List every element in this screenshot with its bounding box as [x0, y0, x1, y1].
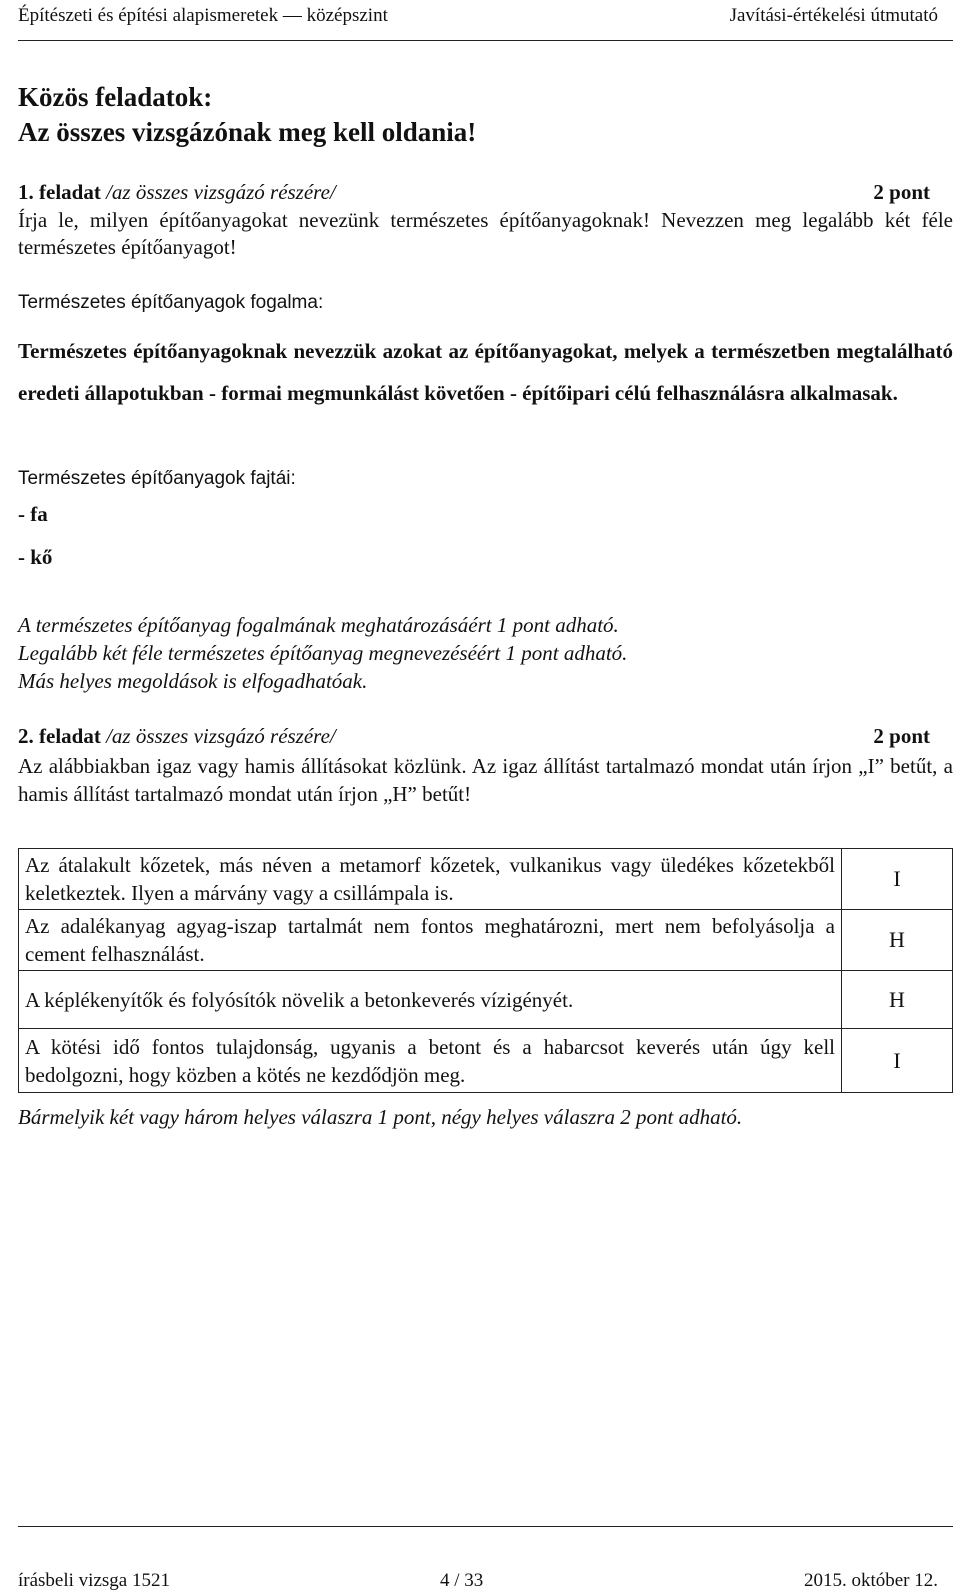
- statement-cell: Az átalakult kőzetek, más néven a metamorf kőzetek, vulkanikus vagy üledékes kőzetekből keletkeztek. Ilyen a márvány vagy a csillámpala is.: [19, 849, 842, 910]
- table-row: [19, 910, 953, 971]
- task1-points: 2 pont: [873, 180, 930, 204]
- task2-scoring: Bármelyik két vagy három helyes válaszra 1 pont, négy helyes válaszra 2 pont adható.: [18, 1105, 743, 1129]
- task2-scope: /az összes vizsgázó részére/: [106, 724, 336, 748]
- answer-cell: H: [842, 910, 953, 971]
- task2-number: 2. feladat: [18, 724, 101, 748]
- footer-exam-id: írásbeli vizsga 1521: [18, 1570, 170, 1591]
- table-row: [19, 849, 953, 910]
- footer-page-number: 4 / 33: [440, 1570, 484, 1591]
- task1-scoring-1: A természetes építőanyag fogalmának meghatározásáért 1 pont adható.: [18, 613, 619, 637]
- statement-cell: A kötési idő fontos tulajdonság, ugyanis a betont és a habarcsot keverés után úgy kell bedolgozni, hogy közben a kötés ne kezdődjön meg.: [19, 1029, 842, 1093]
- table-row: [19, 971, 953, 1029]
- task1-types-label: Természetes építőanyagok fajtái:: [18, 468, 296, 489]
- section-subtitle: Az összes vizsgázónak meg kell oldania!: [18, 117, 477, 147]
- table-row: [19, 1029, 953, 1093]
- running-header-right: Javítási-értékelési útmutató: [729, 5, 938, 26]
- task1-scoring-2: Legalább két féle természetes építőanyag megnevezéséért 1 pont adható.: [18, 641, 628, 665]
- task2-prompt: Az alábbiakban igaz vagy hamis állításokat közlünk. Az igaz állítást tartalmazó mondat után írjon „I” betűt, a hamis állítást tartalmazó mondat után írjon „H” betűt!: [18, 754, 953, 806]
- task1-scoring-3: Más helyes megoldások is elfogadhatóak.: [18, 669, 368, 693]
- task1-type-item: - fa: [18, 502, 48, 526]
- statement-cell: Az adalékanyag agyag-iszap tartalmát nem fontos meghatározni, mert nem befolyásolja a cement felhasználást.: [19, 910, 842, 971]
- task1-scope: /az összes vizsgázó részére/: [106, 180, 336, 204]
- section-title: Közös feladatok:: [18, 82, 213, 112]
- answer-cell: H: [842, 971, 953, 1029]
- task1-number: 1. feladat: [18, 180, 101, 204]
- answer-cell: I: [842, 849, 953, 910]
- task1-definition-label: Természetes építőanyagok fogalma:: [18, 292, 324, 313]
- task1-prompt: Írja le, milyen építőanyagokat nevezünk természetes építőanyagoknak! Nevezzen meg legalább két féle természetes építőanyagot!: [18, 208, 953, 259]
- task1-definition: Természetes építőanyagoknak nevezzük azokat az építőanyagokat, melyek a természetben megtalálható eredeti állapotukban - formai megmunkálást követően - építőipari célú felhasználásra alkalmasak.: [18, 339, 953, 405]
- answer-cell: I: [842, 1029, 953, 1093]
- task1-type-item: - kő: [18, 545, 53, 569]
- task2-points: 2 pont: [873, 724, 930, 748]
- footer-rule: [18, 1526, 953, 1527]
- running-header-left: Építészeti és építési alapismeretek — középszint: [18, 5, 388, 26]
- header-rule: [18, 40, 953, 41]
- statement-cell: A képlékenyítők és folyósítók növelik a betonkeverés vízigényét.: [19, 971, 842, 1029]
- task2-heading: [18, 724, 930, 749]
- footer-date: 2015. október 12.: [803, 1570, 938, 1591]
- true-false-table: [18, 848, 953, 1093]
- task1-heading: [18, 180, 930, 205]
